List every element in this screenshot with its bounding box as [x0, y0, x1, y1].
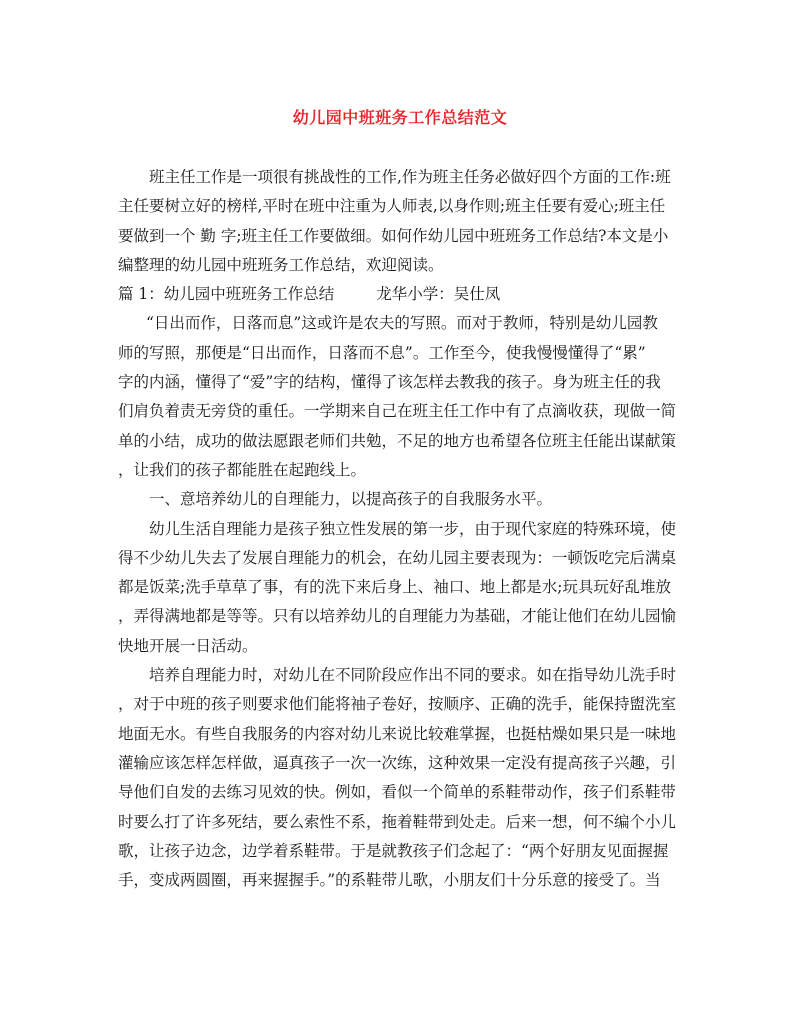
chapter-author: 龙华小学：吴仕凤 — [376, 285, 501, 304]
text-line: 单的小结，成功的做法愿跟老师们共勉，不足的地方也希望各位班主任能出谋献策 — [118, 431, 677, 450]
text-line: 们肩负着责无旁贷的重任。一学期来自己在班主任工作中有了点滴收获，现做一简 — [118, 402, 677, 421]
text-line: 主任要树立好的榜样,平时在班中注重为人师表,以身作则;班主任要有爱心;班主任 — [118, 197, 666, 216]
chapter-heading — [118, 280, 683, 309]
text-line: 地面无水。有些自我服务的内容对幼儿来说比较难掌握，也挺枯燥如果只是一味地 — [118, 724, 677, 743]
document-body — [118, 163, 683, 895]
text-line: ，让我们的孩子都能胜在起跑线上。 — [118, 460, 367, 479]
paragraph-1 — [118, 309, 683, 485]
document-title: 幼儿园中班班务工作总结范文 — [292, 108, 508, 127]
text-line: ，弄得满地都是等等。只有以培养幼儿的自理能力为基础，才能让他们在幼儿园愉 — [118, 607, 677, 626]
text-line: 灌输应该怎样怎样做，逼真孩子一次一次练，这种效果一定没有提高孩子兴趣，引 — [118, 753, 677, 772]
text-line: 要做到一个 勤 字;班主任工作要做细。如何作幼儿园中班班务工作总结?本文是小 — [118, 226, 669, 245]
intro-paragraph — [118, 163, 683, 280]
text-line: 手，变成两圆圈，再来握握手。”的系鞋带儿歌，小朋友们十分乐意的接受了。当 — [118, 871, 661, 890]
text-line: 歌，让孩子边念，边学着系鞋带。于是就教孩子们念起了：“两个好朋友见面握握 — [118, 841, 669, 860]
text-line: 一、意培养幼儿的自理能力，以提高孩子的自我服务水平。 — [149, 490, 553, 509]
chapter-line — [118, 280, 683, 309]
paragraph-3 — [118, 661, 683, 895]
chapter-label: 篇 1：幼儿园中班班务工作总结 — [118, 285, 335, 304]
text-line: 班主任工作是一项很有挑战性的工作,作为班主任务必做好四个方面的工作:班 — [149, 168, 671, 186]
text-line: 导他们自发的去练习见效的快。例如，看似一个简单的系鞋带动作，孩子们系鞋带 — [118, 783, 677, 802]
text-line: ，对于中班的孩子则要求他们能将袖子卷好，按顺序、正确的洗手，能保持盥洗室 — [118, 695, 677, 714]
section-heading-1 — [118, 485, 683, 514]
text-line: 快地开展一日活动。 — [118, 636, 258, 655]
text-line: 师的写照，那便是“日出而作，日落而不息”。工作至今，使我慢慢懂得了“累” — [118, 343, 646, 362]
text-line: 时要么打了许多死结，要么索性不系，拖着鞋带到处走。后来一想，何不编个小儿 — [118, 812, 677, 831]
text-line: 字的内涵，懂得了“爱”字的结构，懂得了该怎样去教我的孩子。身为班主任的我 — [118, 373, 661, 392]
text-line: 幼儿生活自理能力是孩子独立性发展的第一步，由于现代家庭的特殊环境，使 — [149, 519, 677, 538]
text-line: 都是饭菜;洗手草草了事，有的洗下来后身上、袖口、地上都是水;玩具玩好乱堆放 — [118, 578, 671, 597]
text-line: “日出而作，日落而息”这或许是农夫的写照。而对于教师，特别是幼儿园教 — [146, 314, 658, 333]
paragraph-2 — [118, 515, 683, 661]
text-line: 编整理的幼儿园中班班务工作总结，欢迎阅读。 — [118, 255, 444, 274]
text-line: 培养自理能力时，对幼儿在不同阶段应作出不同的要求。如在指导幼儿洗手时 — [149, 666, 677, 685]
text-line: 得不少幼儿失去了发展自理能力的机会，在幼儿园主要表现为：一顿饭吃完后满桌 — [118, 548, 677, 567]
